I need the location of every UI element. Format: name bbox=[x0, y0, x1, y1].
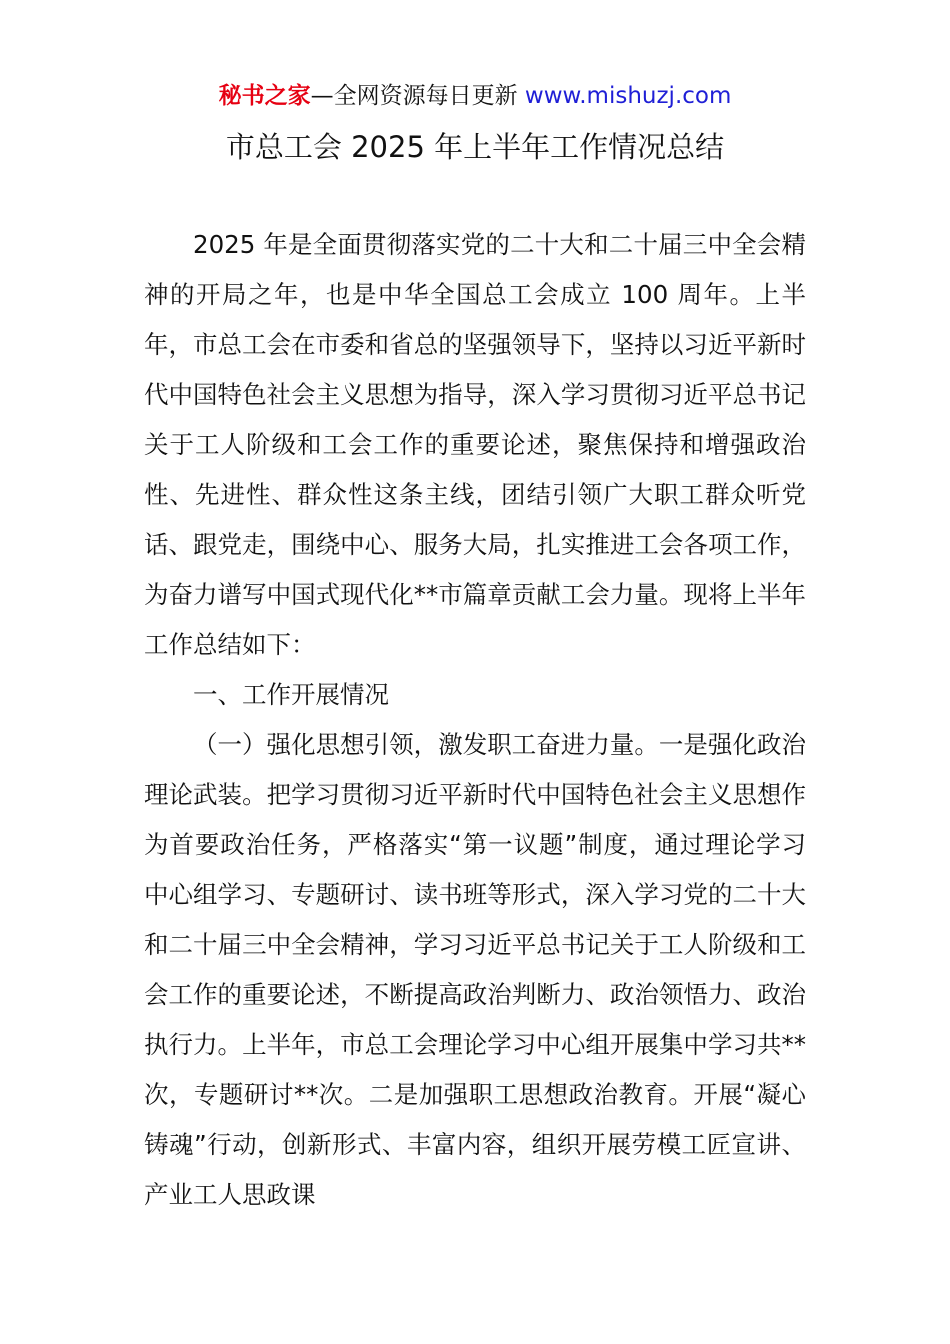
site-url[interactable]: www.mishuzj.com bbox=[524, 83, 732, 109]
site-slogan: —全网资源每日更新 bbox=[310, 83, 525, 109]
paragraph-intro: 2025 年是全面贯彻落实党的二十大和二十届三中全会精神的开局之年，也是中华全国总工会成立 100 周年。上半年，市总工会在市委和省总的坚强领导下，坚持以习近平新时代中国特色社会主义思想为指导，深入学习贯彻习近平总书记关于工人阶级和工会工作的重要论述，聚焦保持和增强政治性、先进性、群众性这条主线，团结引领广大职工群众听党话、跟党走，围绕中心、服务大局，扎实推进工会各项工作，为奋力谱写中国式现代化**市篇章贡献工会力量。现将上半年工作总结如下： bbox=[144, 230, 806, 659]
section-heading: 一、工作开展情况 bbox=[193, 680, 389, 709]
document-body bbox=[144, 220, 806, 1220]
document-title: 市总工会 2025 年上半年工作情况总结 bbox=[225, 130, 725, 164]
paragraph-section-1: （一）强化思想引领，激发职工奋进力量。一是强化政治理论武装。把学习贯彻习近平新时代中国特色社会主义思想作为首要政治任务，严格落实“第一议题”制度，通过理论学习中心组学习、专题研讨、读书班等形式，深入学习党的二十大和二十届三中全会精神，学习习近平总书记关于工人阶级和工会工作的重要论述，不断提高政治判断力、政治领悟力、政治执行力。上半年，市总工会理论学习中心组开展集中学习共**次，专题研讨**次。二是加强职工思想政治教育。开展“凝心铸魂”行动，创新形式、丰富内容，组织开展劳模工匠宣讲、产业工人思政课 bbox=[144, 730, 806, 1209]
site-brand: 秘书之家 bbox=[218, 83, 311, 109]
site-header bbox=[0, 80, 950, 112]
